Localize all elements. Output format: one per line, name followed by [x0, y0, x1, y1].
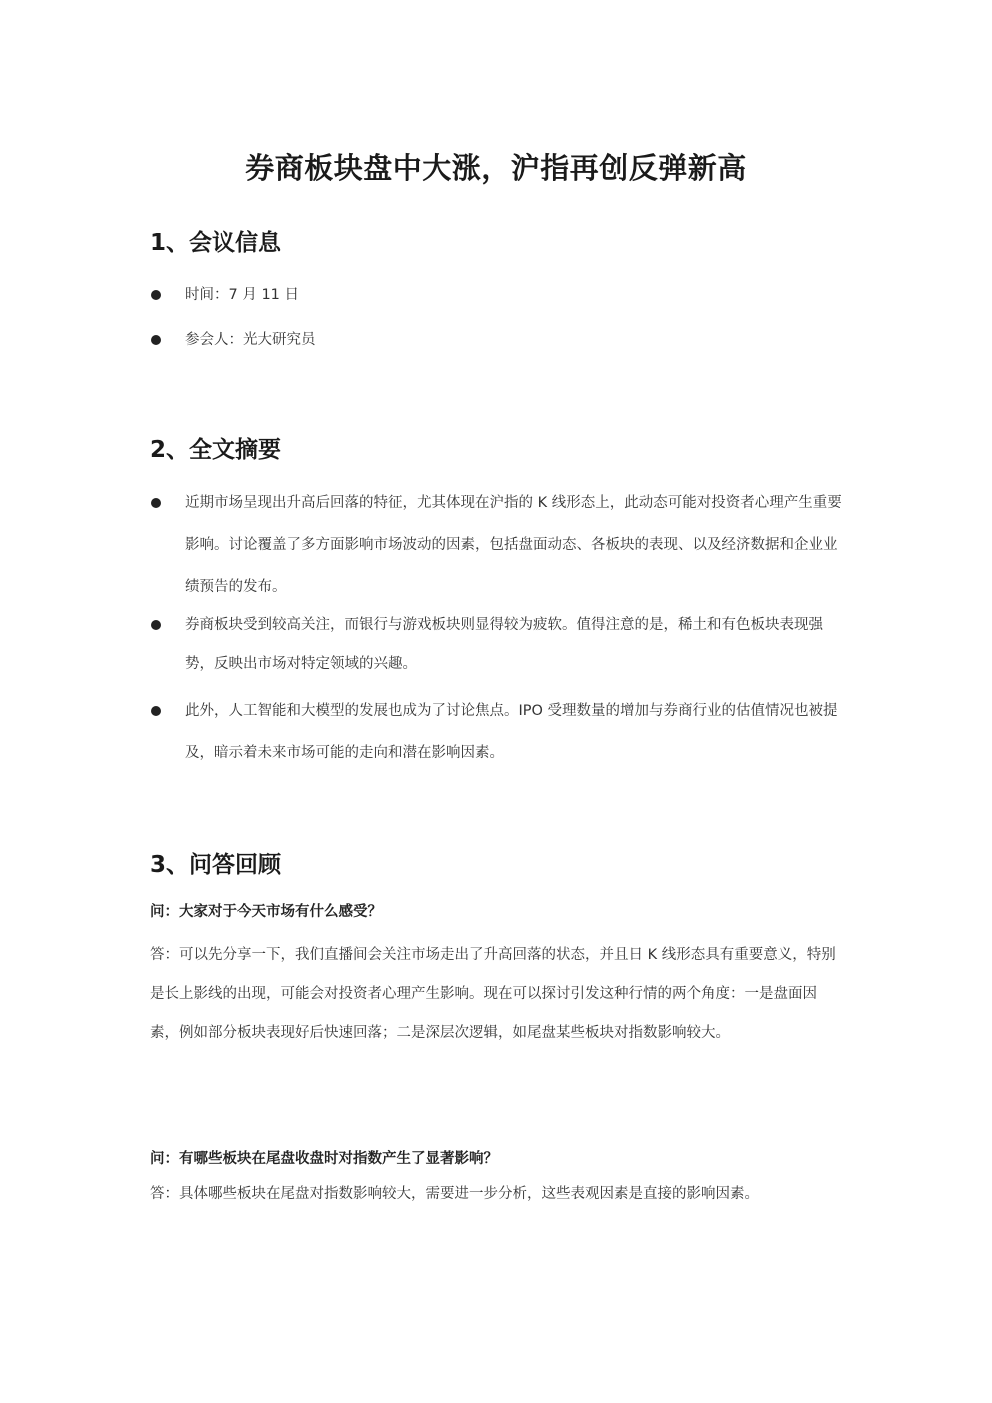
- meeting-time: 时间：7 月 11 日: [185, 287, 300, 303]
- section-heading-summary: 2、全文摘要: [150, 437, 282, 463]
- document-title: 券商板块盘中大涨，沪指再创反弹新高: [245, 151, 747, 185]
- bullet-icon: [151, 290, 161, 300]
- bullet-icon: [151, 706, 161, 716]
- meeting-participants: 参会人：光大研究员: [185, 332, 316, 348]
- qa-answer: 答：可以先分享一下，我们直播间会关注市场走出了升高回落的状态，并且日 K 线形态具有重要意义，特别是长上影线的出现，可能会对投资者心理产生影响。现在可以探讨引发这种行情的两个角度：一是盘面因素，例如部分板块表现好后快速回落；二是深层次逻辑，如尾盘某些板块对指数影响较大。: [150, 947, 836, 1041]
- section-heading-qa: 3、问答回顾: [150, 852, 282, 878]
- qa-question: 问：大家对于今天市场有什么感受？: [150, 904, 382, 920]
- section-heading-meeting-info: 1、会议信息: [150, 230, 282, 256]
- qa-answer: 答：具体哪些板块在尾盘对指数影响较大，需要进一步分析，这些表观因素是直接的影响因素。: [150, 1186, 759, 1202]
- bullet-icon: [151, 620, 161, 630]
- summary-text: 近期市场呈现出升高后回落的特征，尤其体现在沪指的 K 线形态上，此动态可能对投资者心理产生重要影响。讨论覆盖了多方面影响市场波动的因素，包括盘面动态、各板块的表现、以及经济数据和企业业绩预告的发布。: [185, 495, 842, 595]
- summary-text: 此外，人工智能和大模型的发展也成为了讨论焦点。IPO 受理数量的增加与券商行业的估值情况也被提及，暗示着未来市场可能的走向和潜在影响因素。: [185, 703, 838, 761]
- summary-text: 券商板块受到较高关注，而银行与游戏板块则显得较为疲软。值得注意的是，稀土和有色板块表现强势，反映出市场对特定领域的兴趣。: [185, 617, 823, 672]
- bullet-icon: [151, 498, 161, 508]
- qa-question: 问：有哪些板块在尾盘收盘时对指数产生了显著影响？: [150, 1151, 498, 1167]
- bullet-icon: [151, 335, 161, 345]
